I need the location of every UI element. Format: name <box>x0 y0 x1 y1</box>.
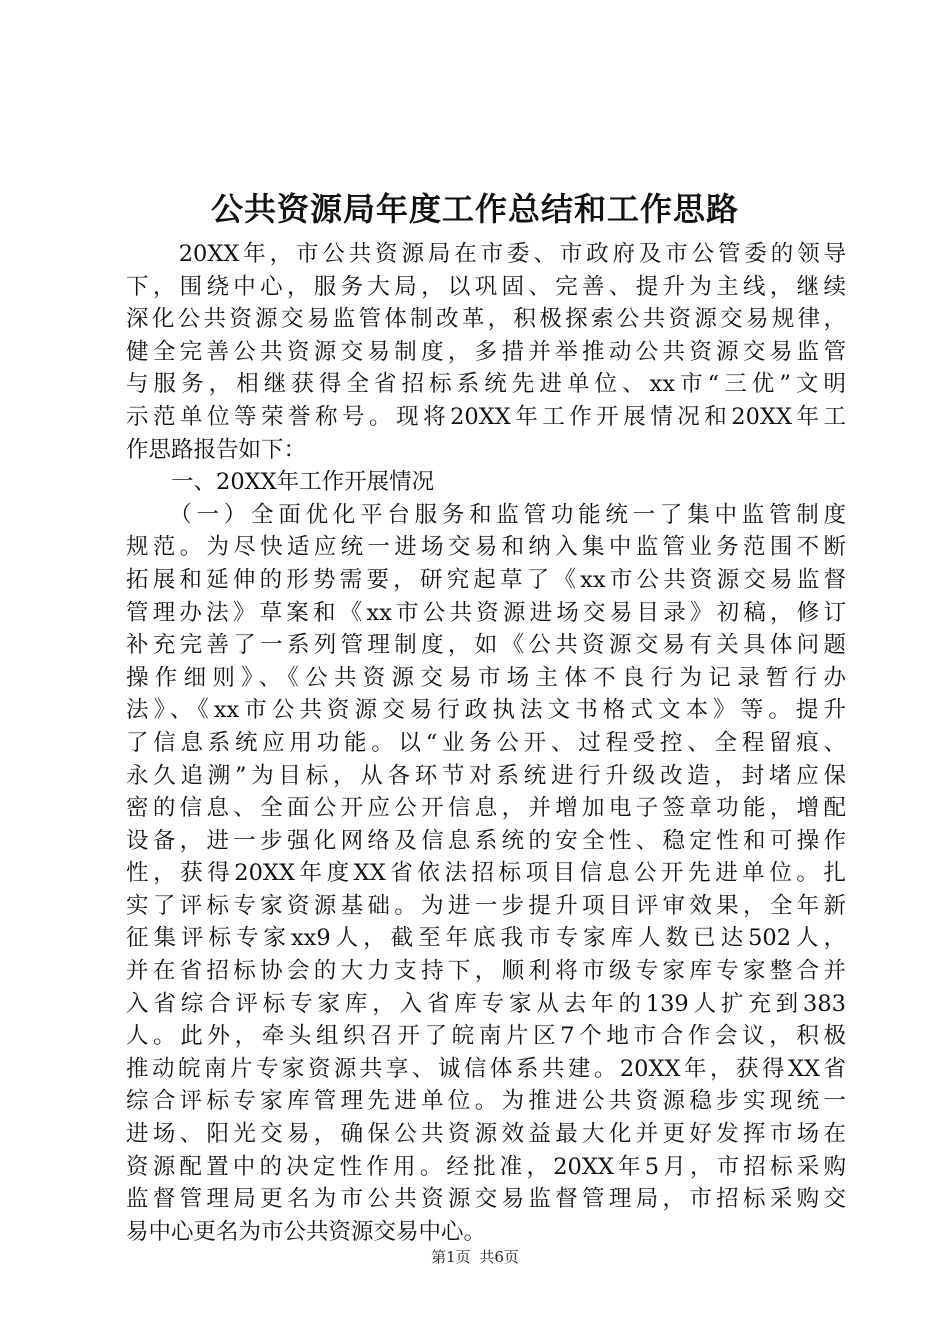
body-line: 操作细则》、《公共资源交易市场主体不良行为记录暂行办 <box>126 664 846 691</box>
body-line: 人。此外，牵头组织召开了皖南片区7个地市合作会议，积极 <box>126 1023 846 1050</box>
document-body <box>126 238 846 1248</box>
body-line: 深化公共资源交易监管体制改革，积极探索公共资源交易规律， <box>126 306 846 333</box>
body-line: 健全完善公共资源交易制度，多措并举推动公共资源交易监管 <box>126 338 846 365</box>
body-line: 作思路报告如下： <box>126 436 307 463</box>
body-line: 与服务，相继获得全省招标系统先进单位、xx市“三优”文明 <box>126 371 846 398</box>
body-line: 管理办法》草案和《xx市公共资源进场交易目录》初稿，修订 <box>126 599 846 626</box>
body-line: 入省综合评标专家库，入省库专家从去年的139人扩充到383 <box>126 990 846 1017</box>
body-line: 了信息系统应用功能。以“业务公开、过程受控、全程留痕、 <box>126 729 846 756</box>
body-line: 密的信息、全面公开应公开信息，并增加电子签章功能，增配 <box>126 795 846 822</box>
body-line: 监督管理局更名为市公共资源交易监督管理局，市招标采购交 <box>126 1186 846 1213</box>
body-line: 补充完善了一系列管理制度，如《公共资源交易有关具体问题 <box>126 632 846 659</box>
body-line: 征集评标专家xx9人，截至年底我市专家库人数已达502人， <box>126 925 846 952</box>
page-footer <box>0 1246 950 1268</box>
page-number: 第1页 <box>431 1248 471 1266</box>
body-line: 资源配置中的决定性作用。经批准，20XX年5月，市招标采购 <box>126 1153 846 1180</box>
document-title: 公共资源局年度工作总结和工作思路 <box>210 190 739 228</box>
body-line: 示范单位等荣誉称号。现将20XX年工作开展情况和20XX年工 <box>126 403 846 430</box>
body-line: 20XX年，市公共资源局在市委、市政府及市公管委的领导 <box>126 241 846 267</box>
body-line: 设备，进一步强化网络及信息系统的安全性、稳定性和可操作 <box>126 827 846 854</box>
body-line: 规范。为尽快适应统一进场交易和纳入集中监管业务范围不断 <box>126 534 846 561</box>
body-line: 性，获得20XX年度XX省依法招标项目信息公开先进单位。扎 <box>126 860 846 887</box>
body-line: 一、20XX年工作开展情况 <box>126 469 435 496</box>
body-line: 下，围绕中心，服务大局，以巩固、完善、提升为主线，继续 <box>126 273 846 300</box>
body-line: 易中心更名为市公共资源交易中心。 <box>126 1218 487 1245</box>
body-line: 永久追溯”为目标，从各环节对系统进行升级改造，封堵应保 <box>126 762 846 789</box>
page-total: 共6页 <box>479 1248 519 1266</box>
body-line: 实了评标专家资源基础。为进一步提升项目评审效果，全年新 <box>126 892 846 919</box>
body-line: 进场、阳光交易，确保公共资源效益最大化并更好发挥市场在 <box>126 1121 846 1148</box>
body-line: 拓展和延伸的形势需要，研究起草了《xx市公共资源交易监督 <box>126 566 846 593</box>
body-line: 推动皖南片专家资源共享、诚信体系共建。20XX年，获得XX省 <box>126 1055 846 1082</box>
body-line: 并在省招标协会的大力支持下，顺利将市级专家库专家整合并 <box>126 958 846 985</box>
body-line: 综合评标专家库管理先进单位。为推进公共资源稳步实现统一 <box>126 1088 846 1115</box>
body-line: （一）全面优化平台服务和监管功能统一了集中监管制度 <box>126 501 846 528</box>
body-line: 法》、《xx市公共资源交易行政执法文书格式文本》等。提升 <box>126 697 846 724</box>
